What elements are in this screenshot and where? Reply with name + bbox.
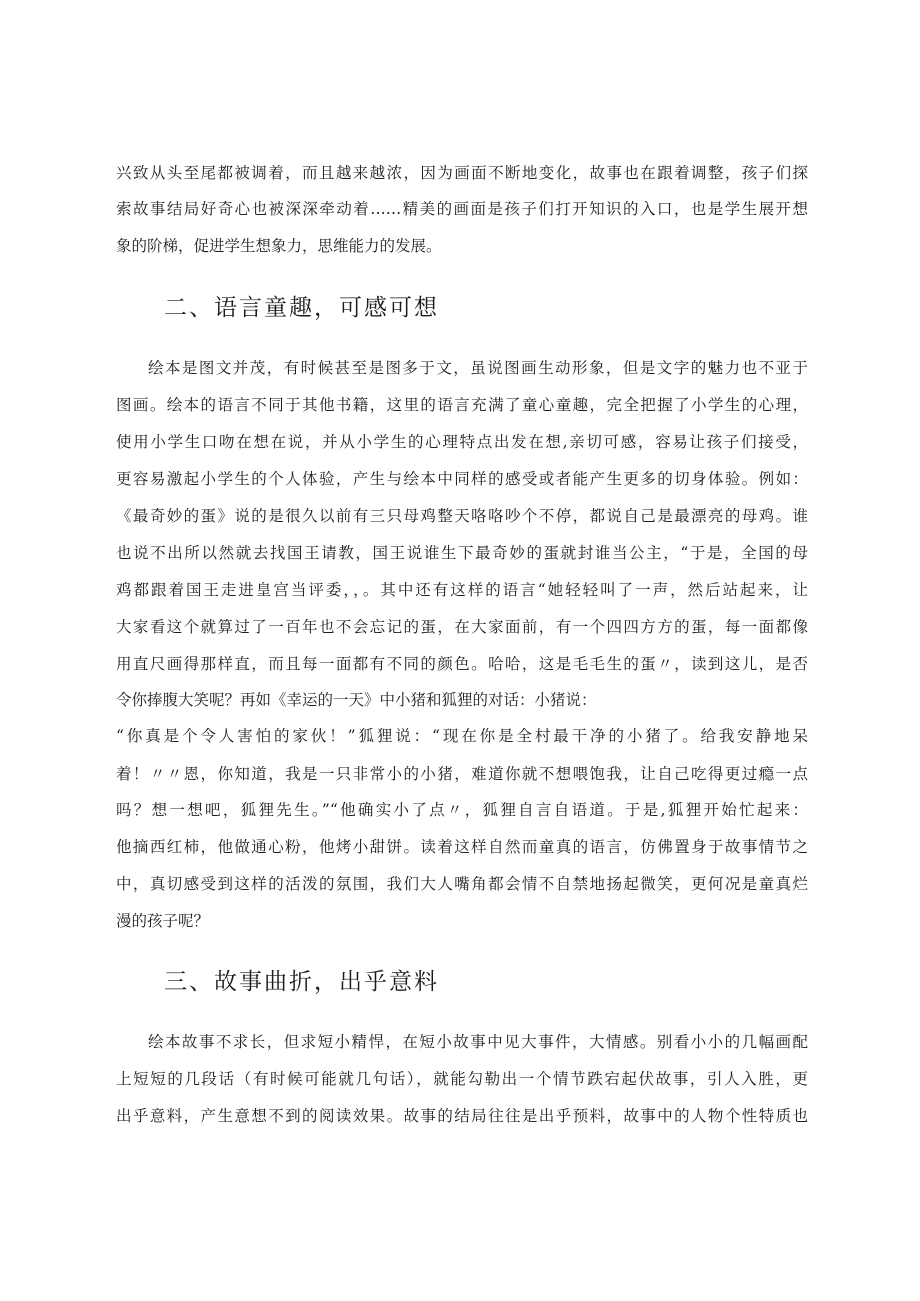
paragraph-line: 中，真切感受到这样的活泼的氛围，我们大人嘴角都会情不自禁地扬起微笑，更何况是童真烂 (116, 875, 808, 893)
paragraph-line: 兴致从头至尾都被调着，而且越来越浓，因为画面不断地变化，故事也在跟着调整，孩子们探 (116, 164, 808, 182)
paragraph-line: 令你捧腹大笑呢？再如《幸运的一天》中小猪和狐狸的对话：小猪说： (116, 691, 597, 709)
paragraph-line: 出乎意料，产生意想不到的阅读效果。故事的结局往往是出乎预料，故事中的人物个性特质也 (116, 1107, 808, 1125)
paragraph-line: 着！〃〃恩，你知道，我是一只非常小的小猪，难道你就不想喂饱我，让自己吃得更过瘾一点 (116, 765, 808, 783)
paragraph-line: 吗？想一想吧，狐狸先生。”“他确实小了点〃，狐狸自言自语道。于是,狐狸开始忙起来： (116, 801, 808, 819)
paragraph-line: 鸡都跟着国王走进皇宫当评委，，。其中还有这样的语言“她轻轻叫了一声，然后站起来，让 (116, 581, 808, 599)
paragraph-line: “你真是个令人害怕的家伙！”狐狸说：“现在你是全村最干净的小猪了。给我安静地呆 (116, 727, 808, 745)
section-heading: 二、语言童趣，可感可想 (164, 295, 439, 321)
paragraph-line: 大家看这个就算过了一百年也不会忘记的蛋，在大家面前，有一个四四方方的蛋，每一面都像 (116, 618, 808, 636)
section-heading: 三、故事曲折，出乎意料 (164, 969, 439, 995)
paragraph-line: 上短短的几段话（有时候可能就几句话），就能勾勒出一个情节跌宕起伏故事，引人入胜，更 (116, 1070, 808, 1088)
paragraph-line: 绘本是图文并茂，有时候甚至是图多于文，虽说图画生动形象，但是文字的魅力也不亚于 (148, 359, 808, 377)
paragraph-line: 漫的孩子呢？ (116, 912, 210, 930)
paragraph-line: 图画。绘本的语言不同于其他书籍，这里的语言充满了童心童趣，完全把握了小学生的心理， (116, 396, 808, 414)
paragraph-line: 更容易激起小学生的个人体验，产生与绘本中同样的感受或者能产生更多的切身体验。例如： (116, 470, 808, 488)
paragraph-line: 象的阶梯，促进学生想象力，思维能力的发展。 (116, 237, 442, 255)
paragraph-line: 索故事结局好奇心也被深深牵动着……精美的画面是孩子们打开知识的入口，也是学生展开想 (116, 200, 808, 218)
paragraph-line: 他摘西红柿，他做通心粉，他烤小甜饼。读着这样自然而童真的语言，仿佛置身于故事情节之 (116, 838, 808, 856)
paragraph-line: 绘本故事不求长，但求短小精悍，在短小故事中见大事件，大情感。别看小小的几幅画配 (148, 1033, 808, 1051)
paragraph-line: 用直尺画得那样直，而且每一面都有不同的颜色。哈哈，这是毛毛生的蛋〃，读到这儿，是否 (116, 655, 808, 673)
paragraph-line: 使用小学生口吻在想在说，并从小学生的心理特点出发在想,亲切可感，容易让孩子们接受， (116, 433, 808, 451)
paragraph-line: 也说不出所以然就去找国王请教，国王说谁生下最奇妙的蛋就封谁当公主，“于是，全国的母 (116, 544, 808, 562)
paragraph-line: 《最奇妙的蛋》说的是很久以前有三只母鸡整天咯咯吵个不停，都说自己是最漂亮的母鸡。谁 (116, 507, 808, 525)
